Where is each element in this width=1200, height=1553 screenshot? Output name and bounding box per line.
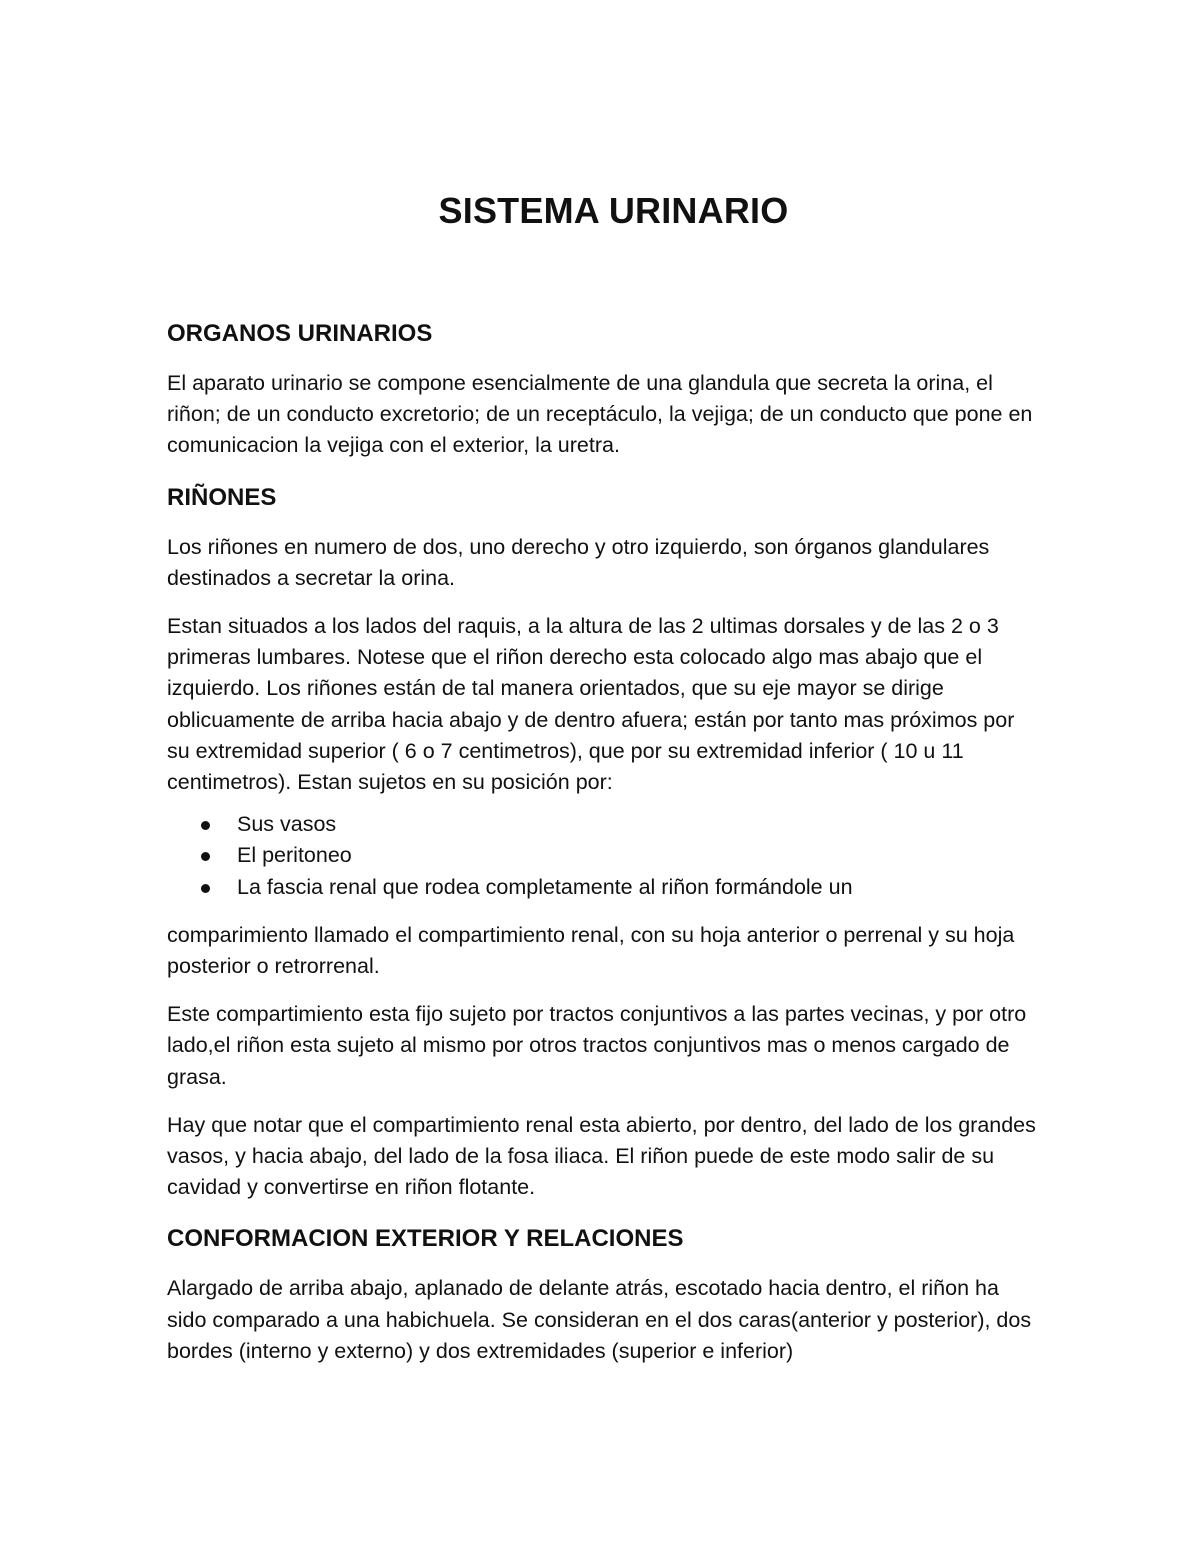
heading-rinones: RIÑONES [167, 483, 277, 511]
list-item [167, 872, 1037, 903]
paragraph-conformacion: Alargado de arriba abajo, aplanado de delante atrás, escotado hacia dentro, el riñon ha sido comparado a una habichuela. Se consideran en el dos caras(anterior y posterior), dos bordes (interno y externo) y dos extremidades (superior e inferior) [167, 1276, 1032, 1363]
bullet-icon [201, 821, 210, 830]
document-body [167, 317, 1037, 1367]
paragraph-rinones-5: Hay que notar que el compartimiento renal esta abierto, por dentro, del lado de los grandes vasos, y hacia abajo, del lado de la fosa iliaca. El riñon puede de este modo salir de su cavidad y convertirse en riñon flotante. [167, 1112, 1036, 1200]
list-item [167, 809, 1037, 840]
list-item-text: Sus vasos [237, 812, 337, 837]
heading-conformacion: CONFORMACION EXTERIOR Y RELACIONES [167, 1225, 684, 1253]
list-item-text: El peritoneo [237, 843, 352, 868]
paragraph-rinones-3: comparimiento llamado el compartimiento renal, con su hoja anterior o perrenal y su hoja posterior o retrorrenal. [167, 922, 1015, 979]
paragraph-rinones-4: Este compartimiento esta fijo sujeto por tractos conjuntivos a las partes vecinas, y por otro lado,el riñon esta sujeto al mismo por otros tractos conjuntivos mas o menos cargado de grasa. [167, 1002, 1027, 1089]
document-title: SISTEMA URINARIO [438, 190, 789, 231]
paragraph-organos: El aparato urinario se compone esencialmente de una glandula que secreta la orina, el riñon; de un conducto excretorio; de un receptáculo, la vejiga; de un conducto que pone en comunicacion la vejiga con el exterior, la uretra. [167, 371, 1033, 458]
paragraph-rinones-1: Los riñones en numero de dos, uno derecho y otro izquierdo, son órganos glandulares destinados a secretar la orina. [167, 534, 990, 590]
list-item [167, 840, 1037, 871]
paragraph-rinones-2: Estan situados a los lados del raquis, a la altura de las 2 ultimas dorsales y de las 2 o 3 primeras lumbares. Notese que el riñon derecho esta colocado algo mas abajo que el izquierdo. Los riñones están de tal manera orientados, que su eje mayor se dirige oblicuamente de arriba hacia abajo y de dentro afuera; están por tanto mas próximos por su extremidad superior ( 6 o 7 centimetros), que por su extremidad inferior ( 10 u 11 centimetros). Estan sujetos en su posición por: [167, 614, 1015, 795]
bullet-icon [201, 884, 210, 893]
heading-organos-urinarios: ORGANOS URINARIOS [167, 320, 433, 347]
bullet-icon [201, 852, 210, 861]
list-item-text: La fascia renal que rodea completamente al riñon formándole un [237, 874, 853, 899]
bullet-list-sujeciones [167, 809, 1037, 903]
